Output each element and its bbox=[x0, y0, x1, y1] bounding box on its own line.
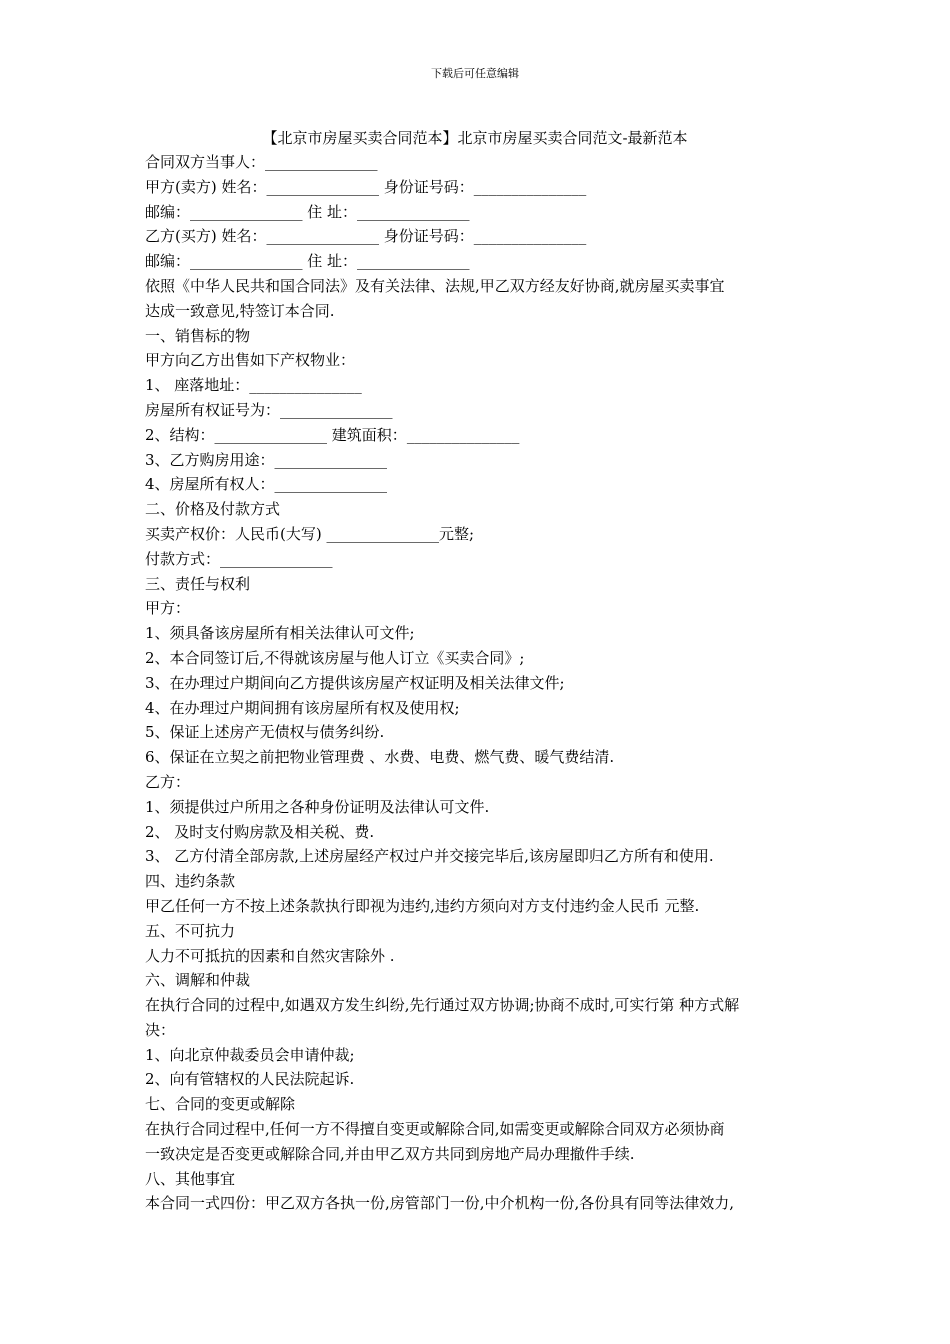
body-line: 一、销售标的物 bbox=[145, 326, 251, 345]
body-line: 在执行合同的过程中,如遇双方发生纠纷,先行通过双方协调;协商不成时,可实行第 种方式解 bbox=[145, 996, 740, 1015]
body-line: 3、在办理过户期间向乙方提供该房屋产权证明及相关法律文件; bbox=[145, 673, 565, 692]
body-line: 六、调解和仲裁 bbox=[145, 971, 251, 990]
body-line: 乙方： bbox=[145, 772, 191, 791]
body-line: 1、须提供过户所用之各种身份证明及法律认可文件. bbox=[145, 797, 490, 816]
body-line: 1、向北京仲裁委员会申请仲裁; bbox=[145, 1045, 355, 1064]
body-line: 2、本合同签订后,不得就该房屋与他人订立《买卖合同》; bbox=[145, 648, 525, 667]
body-line: 七、合同的变更或解除 bbox=[145, 1095, 296, 1114]
body-line: 在执行合同过程中,任何一方不得擅自变更或解除合同,如需变更或解除合同双方必须协商 bbox=[145, 1120, 725, 1139]
body-line: 1、须具备该房屋所有相关法律认可文件; bbox=[145, 624, 415, 643]
body-line: 合同双方当事人：_______________ bbox=[145, 153, 378, 171]
body-line: 房屋所有权证号为：_______________ bbox=[145, 400, 393, 419]
body-line: 2、 及时支付购房款及相关税、费. bbox=[145, 822, 375, 841]
body-line: 甲方向乙方出售如下产权物业： bbox=[145, 351, 356, 370]
body-line: 6、保证在立契之前把物业管理费 、水费、电费、燃气费、暖气费结清. bbox=[145, 748, 615, 767]
body-line: 五、不可抗力 bbox=[145, 921, 236, 940]
body-line: 甲方(卖方) 姓名：_______________ 身份证号码：_______________ bbox=[145, 177, 587, 196]
body-line: 2、结构：_______________ 建筑面积：_______________ bbox=[145, 425, 520, 444]
document-body bbox=[145, 150, 810, 1216]
body-line: 四、违约条款 bbox=[145, 872, 236, 891]
body-line: 买卖产权价：人民币(大写) _______________元整; bbox=[145, 524, 475, 543]
body-line: 八、其他事宜 bbox=[145, 1169, 236, 1188]
body-line: 三、责任与权利 bbox=[145, 574, 251, 593]
body-line: 3、 乙方付清全部房款,上述房屋经产权过户并交接完毕后,该房屋即归乙方所有和使用. bbox=[145, 847, 714, 866]
body-line: 人力不可抵抗的因素和自然灾害除外 . bbox=[145, 946, 395, 965]
body-line: 依照《中华人民共和国合同法》及有关法律、法规,甲乙双方经友好协商,就房屋买卖事宜 bbox=[145, 276, 725, 295]
document-title: 【北京市房屋买卖合同范本】北京市房屋买卖合同范文-最新范本 bbox=[262, 129, 688, 147]
body-line: 一致决定是否变更或解除合同,并由甲乙双方共同到房地产局办理撤件手续. bbox=[145, 1144, 635, 1163]
body-line: 本合同一式四份：甲乙双方各执一份,房管部门一份,中介机构一份,各份具有同等法律效力, bbox=[145, 1194, 735, 1213]
body-line: 5、保证上述房产无债权与债务纠纷. bbox=[145, 723, 385, 742]
body-line: 决： bbox=[145, 1020, 176, 1039]
body-line: 付款方式：_______________ bbox=[145, 549, 333, 568]
body-line: 甲乙任何一方不按上述条款执行即视为违约,违约方须向对方支付违约金人民币 元整. bbox=[145, 896, 700, 915]
body-line: 4、在办理过户期间拥有该房屋所有权及使用权; bbox=[145, 698, 460, 717]
header-note: 下载后可任意编辑 bbox=[431, 67, 519, 80]
body-line: 3、乙方购房用途：_______________ bbox=[145, 450, 388, 469]
body-line: 二、价格及付款方式 bbox=[145, 500, 281, 519]
body-line: 4、房屋所有权人：_______________ bbox=[145, 475, 388, 494]
body-line: 1、 座落地址：_______________ bbox=[145, 376, 362, 395]
body-line: 达成一致意见,特签订本合同. bbox=[145, 301, 335, 320]
body-line: 甲方： bbox=[145, 599, 191, 618]
body-line: 乙方(买方) 姓名：_______________ 身份证号码：_______________ bbox=[145, 227, 587, 246]
body-line: 邮编：_______________ 住 址：_______________ bbox=[145, 252, 470, 271]
body-line: 2、向有管辖权的人民法院起诉. bbox=[145, 1070, 355, 1089]
body-line: 邮编：_______________ 住 址：_______________ bbox=[145, 202, 470, 221]
